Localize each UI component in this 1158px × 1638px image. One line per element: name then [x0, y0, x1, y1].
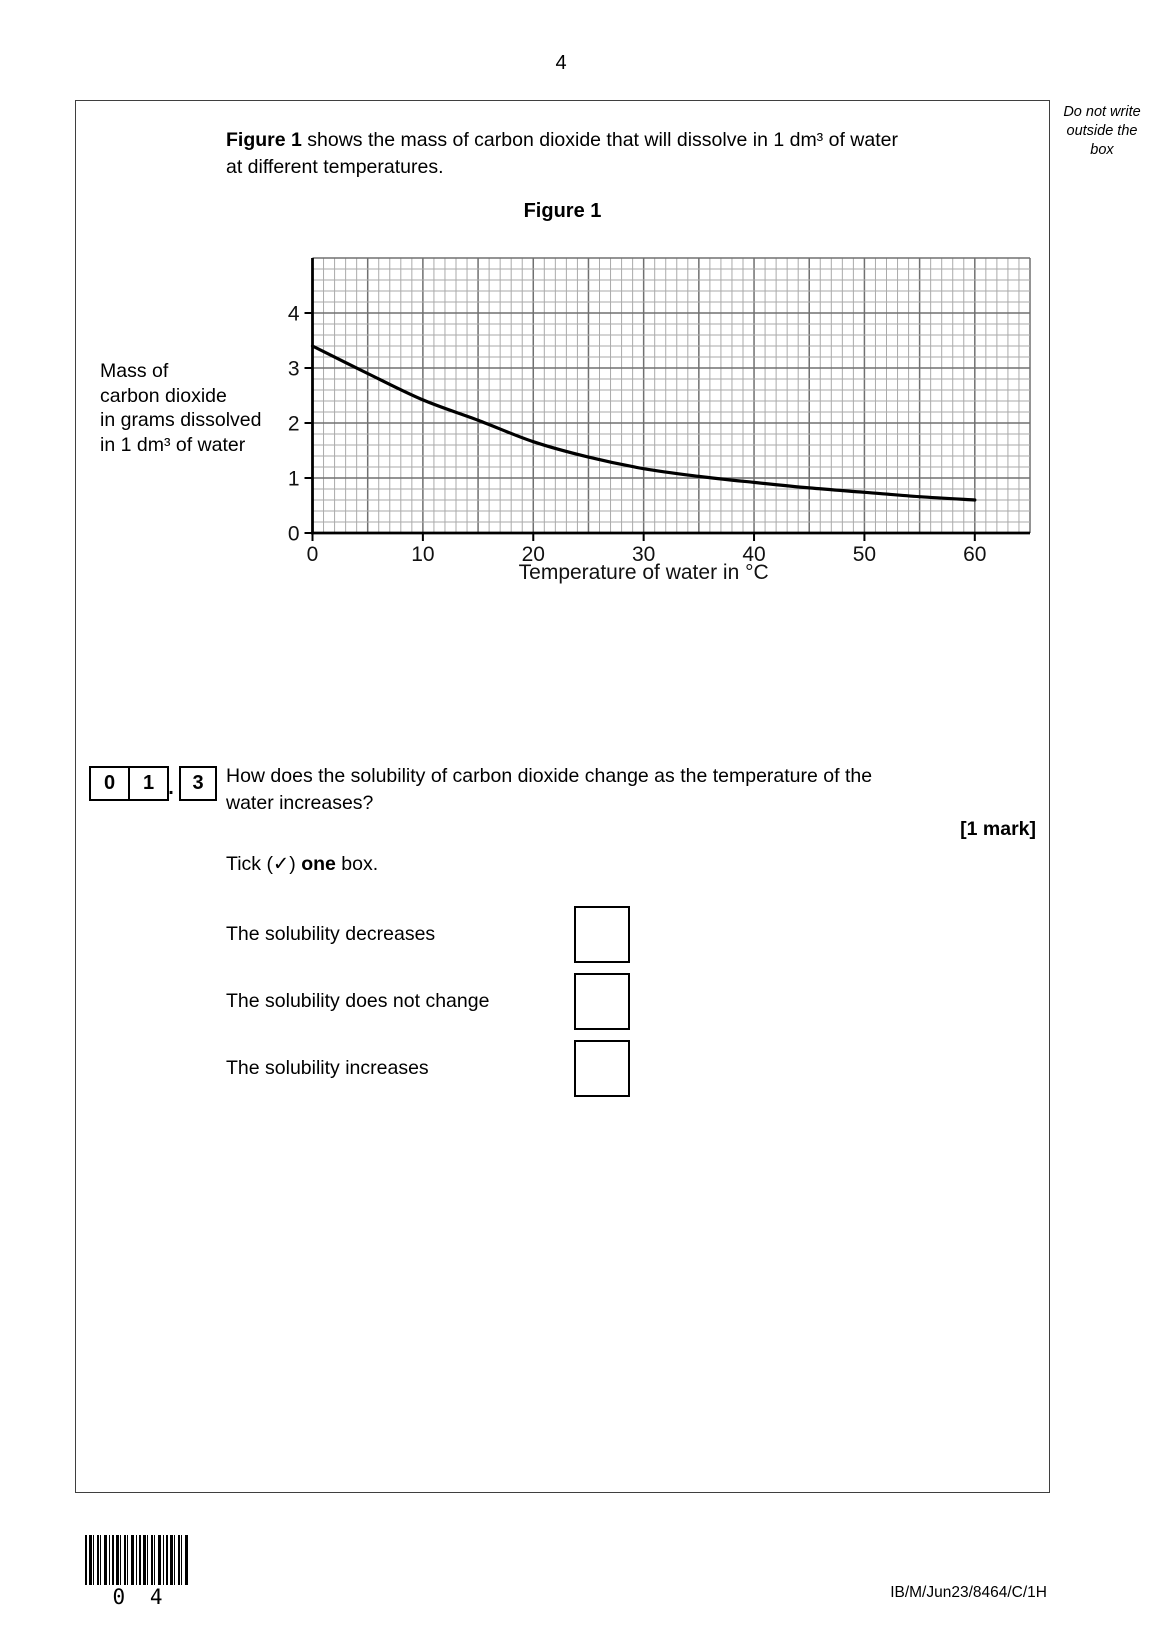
figure-chart-svg: [276, 248, 1036, 593]
question-number-digit: 1: [128, 768, 167, 799]
svg-text:4: 4: [287, 302, 300, 326]
barcode: [85, 1535, 190, 1585]
option-checkbox-increases[interactable]: [574, 1040, 630, 1097]
page-number: 4: [555, 52, 567, 74]
figure-title: Figure 1: [523, 200, 602, 222]
svg-text:Temperature of water in °C: Temperature of water in °C: [518, 561, 769, 584]
y-axis-label-line: in grams dissolved: [100, 409, 262, 431]
svg-text:2: 2: [287, 412, 300, 436]
paper-reference: IB/M/Jun23/8464/C/1H: [890, 1584, 1047, 1601]
svg-text:50: 50: [852, 543, 877, 566]
svg-text:10: 10: [411, 543, 435, 566]
do-not-write-note-line: outside the: [1066, 123, 1138, 139]
do-not-write-note-line: box: [1090, 142, 1114, 158]
figure-chart: [276, 248, 1036, 593]
marks-label: [1 mark]: [960, 818, 1036, 840]
question-number-box: [89, 766, 169, 801]
tick-instruction-prefix: Tick (✓): [226, 853, 302, 875]
question-text: [226, 763, 946, 817]
question-subnumber-box: [179, 766, 217, 801]
option-checkbox-decreases[interactable]: [574, 906, 630, 963]
intro-paragraph: [226, 127, 898, 181]
svg-text:3: 3: [287, 357, 300, 381]
question-text-line-1: How does the solubility of carbon dioxide change as the temperature of the: [226, 765, 873, 787]
do-not-write-note: [1052, 103, 1152, 160]
option-label: The solubility does not change: [226, 990, 490, 1012]
svg-text:0: 0: [287, 522, 300, 546]
option-row-increases: [76, 1040, 1049, 1097]
option-label: The solubility increases: [226, 1057, 429, 1079]
y-axis-label: [100, 359, 290, 457]
question-text-line-2: water increases?: [226, 792, 374, 814]
intro-figure-ref: Figure 1: [226, 129, 302, 151]
intro-text: shows the mass of carbon dioxide that will dissolve in 1 dm³ of water: [301, 129, 898, 151]
barcode-label: 0 4: [112, 1585, 163, 1609]
option-row-does-not-change: [76, 973, 1049, 1030]
svg-text:40: 40: [742, 543, 766, 566]
tick-instruction-suffix: box.: [335, 853, 379, 875]
intro-line-1: [226, 127, 898, 154]
svg-text:60: 60: [963, 543, 987, 566]
do-not-write-note-line: Do not write: [1063, 104, 1141, 120]
content-border-box: [75, 100, 1050, 1493]
svg-text:30: 30: [631, 543, 656, 566]
option-label: The solubility decreases: [226, 923, 436, 945]
question-number-separator: .: [168, 777, 174, 799]
intro-line-2: at different temperatures.: [226, 156, 444, 178]
tick-instruction-one: one: [301, 853, 336, 875]
svg-text:20: 20: [521, 543, 545, 566]
y-axis-label-line: carbon dioxide: [100, 384, 227, 407]
question-number-digit: 3: [192, 772, 204, 794]
tick-instruction: [226, 852, 378, 876]
question-number-digit: 0: [103, 772, 116, 794]
svg-text:0: 0: [306, 543, 319, 566]
option-row-decreases: [76, 906, 1049, 963]
option-checkbox-does-not-change[interactable]: [574, 973, 630, 1030]
y-axis-label-line: Mass of: [100, 360, 169, 382]
y-axis-label-line: in 1 dm³ of water: [100, 433, 246, 456]
svg-text:1: 1: [287, 467, 300, 491]
